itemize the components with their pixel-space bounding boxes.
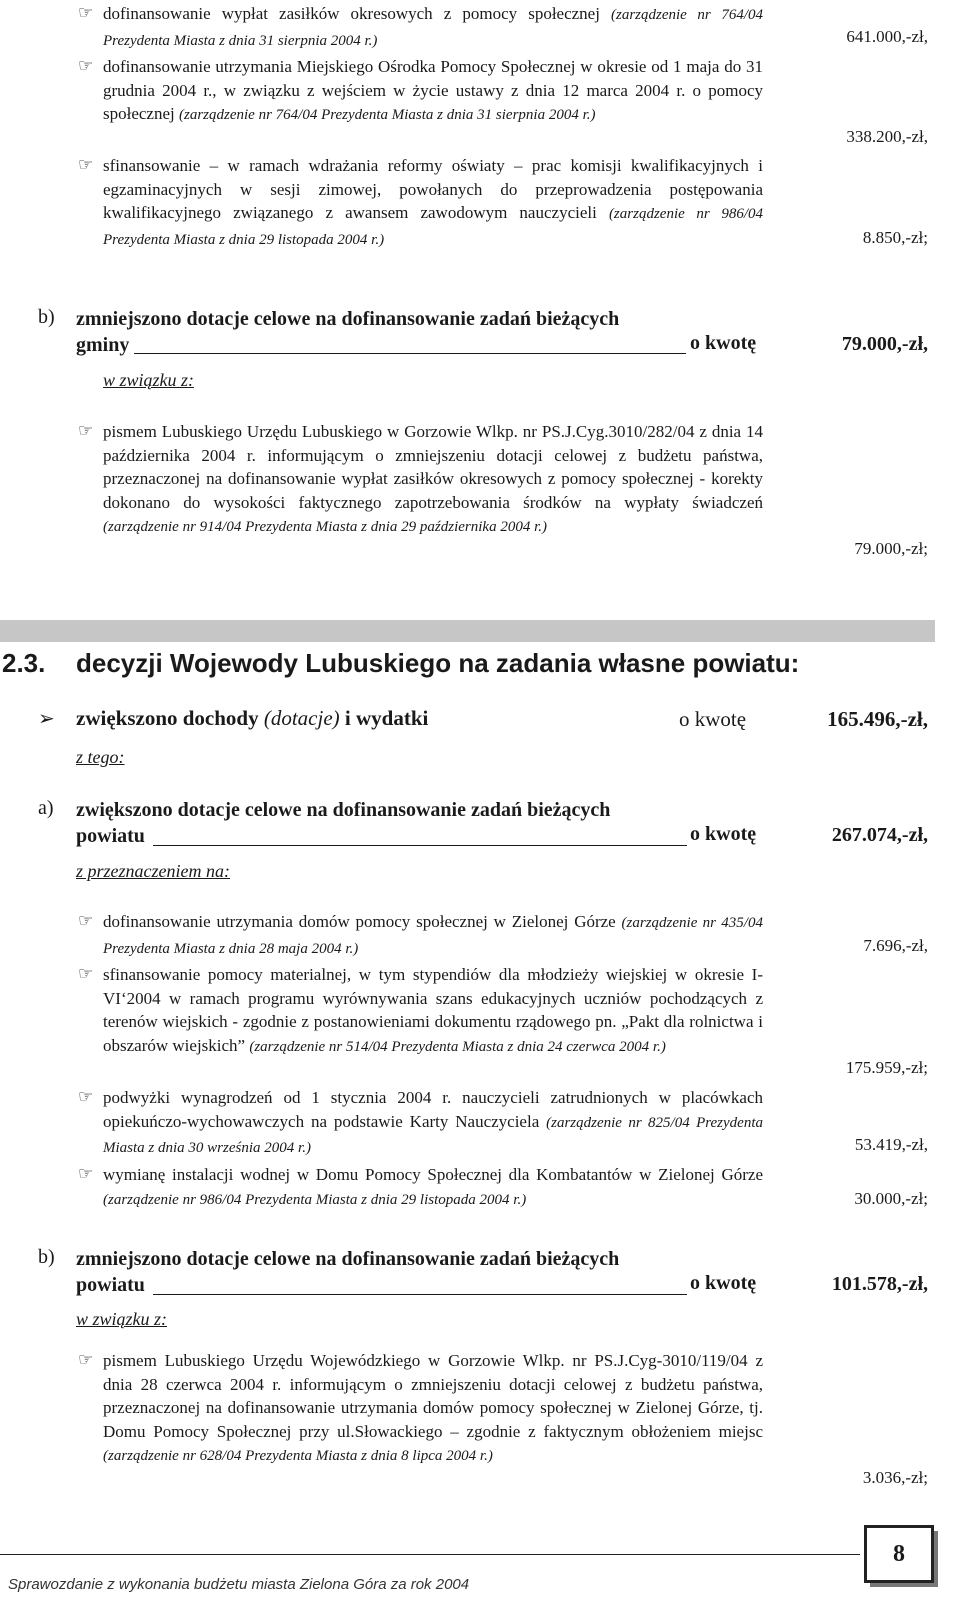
footer-title: Sprawozdanie z wykonania budżetu miasta Zielona Góra za rok 2004 [8, 1576, 470, 1593]
hand-pointer-icon: ☞ [78, 1087, 94, 1107]
section-heading-line2: powiatu [76, 1274, 145, 1296]
section-heading: zmniejszono dotacje celowe na dofinansowanie zadań bieżących [76, 1248, 620, 1270]
item-text: pismem Lubuskiego Urzędu Wojewódzkiego w Gorzowie Wlkp. nr PS.J.Cyg-3010/119/04 z dnia 28 czerwca 2004 r. informującym o zmniejszeniu dotacji celowej z budżetu państwa, przeznaczonej na dofinansowanie utrzymania domów pomocy społecznej w Zielonej Górze, tj. Domu Pomocy Społecznej przy ul.Słowackiego – zgodnie z faktycznym obłożeniem miejsc [103, 1351, 763, 1441]
item-text: sfinansowanie – w ramach wdrażania reformy oświaty – prac komisji kwalifikacyjnych i egzaminacyjnych w sesji zimowej, powołanych do przeprowadzenia postępowania kwalifikacyjnego związanego z awansem zawodowym nauczycieli [103, 156, 763, 222]
hand-pointer-icon: ☞ [78, 911, 94, 931]
hand-pointer-icon: ☞ [78, 1164, 94, 1184]
page-number-text: 8 [893, 1540, 905, 1567]
summary-amount: 165.496,-zł, [827, 707, 928, 731]
item-note: (zarządzenie nr 514/04 Prezydenta Miasta z dnia 24 czerwca 2004 r.) [249, 1038, 666, 1055]
hand-pointer-icon: ☞ [78, 421, 94, 441]
item-amount: 7.696,-zł, [863, 936, 928, 955]
item-text: sfinansowanie pomocy materialnej, w tym stypendiów dla młodzieży wiejskiej w okresie I-VI‘2004 w ramach programu wyrównywania szans edukacyjnych uczniów pochodzących z terenów wiejskich - zgodnie z postanowieniami dokumentu rządowego pn. „Pakt dla rolnictwa i obszarów wiejskich” [103, 965, 763, 1055]
section-number: 2.3. [2, 648, 46, 678]
summary-paren: (dotacje) [263, 706, 340, 730]
list-item [103, 1086, 763, 1161]
item-amount: 641.000,-zł, [846, 27, 928, 46]
item-note: (zarządzenie nr 986/04 Prezydenta Miasta z dnia 29 listopada 2004 r.) [103, 1191, 527, 1208]
hand-pointer-icon: ☞ [78, 1350, 94, 1370]
summary-text-end: i wydatki [339, 706, 429, 730]
list-item [103, 420, 763, 540]
item-note: (zarządzenie nr 825/04 Prezydenta Miasta z dnia 30 września 2004 r.) [103, 1114, 763, 1156]
item-note: (zarządzenie nr 435/04 Prezydenta Miasta z dnia 28 maja 2004 r.) [103, 915, 763, 957]
item-text: wymianę instalacji wodnej w Domu Pomocy Społecznej dla Kombatantów w Zielonej Górze [103, 1165, 763, 1184]
section-marker: b) [38, 306, 55, 328]
kwote-label: o kwotę [679, 707, 747, 731]
section-divider [0, 620, 935, 642]
item-text: podwyżki wynagrodzeń od 1 stycznia 2004 r. nauczycieli zatrudnionych w placówkach opiekuńczo-wychowawczych na podstawie Karty Nauczyciela [103, 1088, 763, 1131]
section-heading: zmniejszono dotacje celowe na dofinansowanie zadań bieżących [76, 308, 620, 330]
section-subheading: w związku z: [103, 370, 195, 390]
list-item [103, 2, 763, 53]
kwote-label: o kwotę [690, 1272, 757, 1294]
section-subheading: z tego: [76, 747, 125, 767]
item-amount: 53.419,-zł, [854, 1135, 928, 1154]
list-item [103, 1163, 763, 1212]
summary-line [76, 706, 428, 731]
section-marker: b) [38, 1246, 55, 1268]
section-marker: a) [38, 797, 54, 819]
item-note: (zarządzenie nr 764/04 Prezydenta Miasta z dnia 31 sierpnia 2004 r.) [103, 7, 763, 49]
item-text: dofinansowanie wypłat zasiłków okresowych z pomocy społecznej [103, 4, 612, 23]
item-text: pismem Lubuskiego Urzędu Lubuskiego w Gorzowie Wlkp. nr PS.J.Cyg.3010/282/04 z dnia 14 października 2004 r. informującym o zmniejszeniu dotacji celowej z budżetu państwa, przeznaczonej na dofinansowanie wypłat zasiłków okresowych z pomocy społecznej - korekty dokonano do wysokości faktycznego zapotrzebowania środków na wypłaty świadczeń [103, 422, 763, 512]
hand-pointer-icon: ☞ [78, 964, 94, 984]
section-subheading: w związku z: [76, 1309, 168, 1329]
section-heading-line2: gminy [76, 334, 130, 356]
item-note: (zarządzenie nr 986/04 Prezydenta Miasta z dnia 29 listopada 2004 r.) [103, 206, 763, 248]
item-amount: 79.000,-zł; [854, 539, 928, 558]
fill-line [134, 353, 686, 354]
item-note: (zarządzenie nr 628/04 Prezydenta Miasta z dnia 8 lipca 2004 r.) [103, 1448, 493, 1464]
fill-line [153, 1294, 687, 1295]
hand-pointer-icon: ☞ [78, 56, 94, 76]
section-subheading: z przeznaczeniem na: [76, 861, 230, 881]
list-item [103, 154, 763, 252]
item-amount: 3.036,-zł; [862, 1468, 928, 1487]
item-amount: 30.000,-zł; [854, 1189, 928, 1208]
hand-pointer-icon: ☞ [78, 155, 94, 175]
item-note: (zarządzenie nr 914/04 Prezydenta Miasta z dnia 29 października 2004 r.) [103, 519, 548, 535]
item-amount: 338.200,-zł, [846, 127, 928, 146]
page-number [864, 1525, 934, 1583]
section-amount: 79.000,-zł, [841, 333, 928, 355]
item-amount: 175.959,-zł; [845, 1058, 928, 1077]
list-item [103, 910, 763, 961]
item-text: dofinansowanie utrzymania domów pomocy społecznej w Zielonej Górze [103, 912, 622, 931]
list-item [103, 55, 763, 128]
arrowhead-icon: ➢ [38, 706, 55, 730]
hand-pointer-icon: ☞ [78, 3, 94, 23]
section-heading: zwiększono dotacje celowe na dofinansowanie zadań bieżących [76, 799, 611, 821]
kwote-label: o kwotę [690, 823, 757, 845]
section-amount: 101.578,-zł, [831, 1273, 928, 1295]
item-text: dofinansowanie utrzymania Miejskiego Ośrodka Pomocy Społecznej w okresie od 1 maja do 31 grudnia 2004 r., w związku z wejściem w życie ustawy z dnia 12 marca 2004 r. o pomocy społecznej [103, 57, 763, 123]
section-heading-line2: powiatu [76, 825, 145, 847]
fill-line [153, 845, 687, 846]
list-item [103, 1349, 763, 1469]
item-amount: 8.850,-zł; [862, 228, 928, 247]
list-item [103, 963, 763, 1059]
item-note: (zarządzenie nr 764/04 Prezydenta Miasta z dnia 31 sierpnia 2004 r.) [179, 107, 596, 123]
summary-text: zwiększono dochody [76, 706, 264, 730]
footer-rule [0, 1554, 860, 1555]
section-title: decyzji Wojewody Lubuskiego na zadania własne powiatu: [76, 648, 800, 678]
kwote-label: o kwotę [690, 332, 757, 354]
section-amount: 267.074,-zł, [831, 824, 928, 846]
